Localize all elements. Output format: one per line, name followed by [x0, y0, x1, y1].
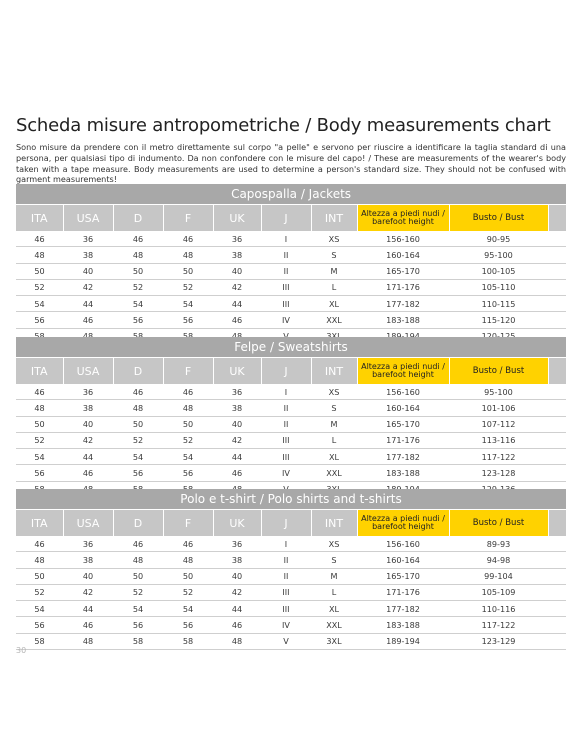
cell-d: 56 — [113, 312, 163, 328]
cell-j: III — [261, 601, 311, 617]
cell-ita: 54 — [16, 296, 63, 312]
cell-bust: 105-109 — [449, 584, 548, 600]
cell-usa: 46 — [63, 312, 113, 328]
cell-height: 189-194 — [357, 633, 449, 649]
cell-d: 54 — [113, 296, 163, 312]
cell-bust: 110-116 — [449, 601, 548, 617]
cell-f: 50 — [163, 416, 213, 432]
cell-j: II — [261, 400, 311, 416]
cell-spacer — [548, 400, 566, 416]
cell-f: 46 — [163, 231, 213, 247]
cell-f: 56 — [163, 312, 213, 328]
cell-height: 156-160 — [357, 536, 449, 552]
cell-int: S — [311, 400, 357, 416]
cell-ita: 54 — [16, 601, 63, 617]
cell-bust: 115-120 — [449, 312, 548, 328]
height-header-line2: barefoot height — [372, 370, 434, 379]
cell-spacer — [548, 584, 566, 600]
cell-bust: 90-95 — [449, 231, 548, 247]
cell-usa: 40 — [63, 416, 113, 432]
table-row — [16, 536, 566, 552]
cell-usa: 40 — [63, 568, 113, 584]
table-row — [16, 296, 566, 312]
cell-uk: 44 — [213, 296, 261, 312]
cell-int: M — [311, 416, 357, 432]
cell-f: 52 — [163, 432, 213, 448]
cell-j: V — [261, 633, 311, 649]
cell-usa: 42 — [63, 584, 113, 600]
column-header-height — [357, 510, 449, 537]
cell-ita: 56 — [16, 465, 63, 481]
table-row — [16, 584, 566, 600]
cell-spacer — [548, 231, 566, 247]
cell-spacer — [548, 416, 566, 432]
cell-j: II — [261, 552, 311, 568]
table-title: Felpe / Sweatshirts — [16, 337, 566, 358]
cell-int: M — [311, 263, 357, 279]
cell-d: 48 — [113, 247, 163, 263]
cell-int: S — [311, 247, 357, 263]
cell-height: 177-182 — [357, 601, 449, 617]
column-header-spacer — [548, 205, 566, 232]
cell-int: XXL — [311, 465, 357, 481]
column-header-bust: Busto / Bust — [449, 358, 548, 385]
cell-bust: 110-115 — [449, 296, 548, 312]
cell-ita: 54 — [16, 449, 63, 465]
table-title: Polo e t-shirt / Polo shirts and t-shirts — [16, 489, 566, 510]
cell-spacer — [548, 279, 566, 295]
page-number: 30 — [16, 646, 27, 655]
cell-bust: 123-128 — [449, 465, 548, 481]
cell-uk: 42 — [213, 279, 261, 295]
cell-usa: 42 — [63, 279, 113, 295]
cell-f: 48 — [163, 247, 213, 263]
column-header-ita: ITA — [16, 510, 63, 537]
intro-paragraph: Sono misure da prendere con il metro direttamente sul corpo "a pelle" e servono per riuscire a identificare la taglia standard di una persona, per qualsiasi tipo di indumento. Da non confondere con le misure del capo! / These are measurements of the wearer's body taken with a tape measure. Body measurements are used to determine a person's standard size. They should not be confused with garment measurements! — [16, 142, 566, 185]
cell-height: 156-160 — [357, 231, 449, 247]
column-header-j: J — [261, 205, 311, 232]
cell-spacer — [548, 465, 566, 481]
cell-uk: 44 — [213, 601, 261, 617]
size-table-sweatshirts — [16, 337, 566, 498]
cell-spacer — [548, 568, 566, 584]
cell-bust: 107-112 — [449, 416, 548, 432]
cell-int: L — [311, 279, 357, 295]
height-header-line1: Altezza a piedi nudi / — [361, 208, 445, 218]
cell-height: 171-176 — [357, 584, 449, 600]
cell-usa: 44 — [63, 296, 113, 312]
cell-d: 50 — [113, 568, 163, 584]
cell-uk: 46 — [213, 312, 261, 328]
column-header-int: INT — [311, 205, 357, 232]
column-header-height — [357, 358, 449, 385]
cell-uk: 46 — [213, 617, 261, 633]
column-header-usa: USA — [63, 358, 113, 385]
column-header-bust: Busto / Bust — [449, 205, 548, 232]
cell-j: III — [261, 432, 311, 448]
cell-height: 177-182 — [357, 449, 449, 465]
column-header-bust: Busto / Bust — [449, 510, 548, 537]
cell-d: 58 — [113, 633, 163, 649]
cell-d: 50 — [113, 263, 163, 279]
cell-height: 171-176 — [357, 279, 449, 295]
cell-d: 46 — [113, 384, 163, 400]
cell-bust: 94-98 — [449, 552, 548, 568]
size-table-polo-shirts — [16, 489, 566, 650]
size-table-jackets — [16, 184, 566, 345]
cell-j: II — [261, 416, 311, 432]
cell-usa: 46 — [63, 617, 113, 633]
cell-uk: 46 — [213, 465, 261, 481]
table-row — [16, 279, 566, 295]
cell-f: 46 — [163, 536, 213, 552]
column-header-j: J — [261, 510, 311, 537]
cell-uk: 36 — [213, 536, 261, 552]
column-header-d: D — [113, 510, 163, 537]
cell-f: 50 — [163, 263, 213, 279]
cell-d: 56 — [113, 465, 163, 481]
cell-d: 56 — [113, 617, 163, 633]
cell-spacer — [548, 536, 566, 552]
table-row — [16, 400, 566, 416]
cell-f: 52 — [163, 584, 213, 600]
table-row — [16, 416, 566, 432]
cell-bust: 105-110 — [449, 279, 548, 295]
cell-usa: 36 — [63, 384, 113, 400]
cell-uk: 36 — [213, 231, 261, 247]
cell-ita: 50 — [16, 568, 63, 584]
cell-spacer — [548, 432, 566, 448]
column-header-usa: USA — [63, 205, 113, 232]
column-header-d: D — [113, 358, 163, 385]
cell-j: IV — [261, 465, 311, 481]
column-header-int: INT — [311, 358, 357, 385]
cell-d: 48 — [113, 552, 163, 568]
cell-uk: 42 — [213, 584, 261, 600]
cell-ita: 46 — [16, 231, 63, 247]
cell-ita: 52 — [16, 432, 63, 448]
column-header-spacer — [548, 510, 566, 537]
cell-int: S — [311, 552, 357, 568]
cell-height: 165-170 — [357, 416, 449, 432]
cell-int: XL — [311, 296, 357, 312]
cell-usa: 38 — [63, 552, 113, 568]
cell-int: XXL — [311, 617, 357, 633]
column-header-ita: ITA — [16, 205, 63, 232]
column-header-spacer — [548, 358, 566, 385]
cell-f: 56 — [163, 465, 213, 481]
column-header-usa: USA — [63, 510, 113, 537]
cell-usa: 38 — [63, 400, 113, 416]
cell-bust: 95-100 — [449, 247, 548, 263]
cell-spacer — [548, 312, 566, 328]
cell-height: 171-176 — [357, 432, 449, 448]
cell-int: XXL — [311, 312, 357, 328]
table-row — [16, 312, 566, 328]
column-header-uk: UK — [213, 510, 261, 537]
cell-bust: 123-129 — [449, 633, 548, 649]
cell-height: 160-164 — [357, 552, 449, 568]
cell-j: II — [261, 247, 311, 263]
cell-height: 160-164 — [357, 400, 449, 416]
cell-ita: 50 — [16, 416, 63, 432]
cell-bust: 99-104 — [449, 568, 548, 584]
cell-uk: 36 — [213, 384, 261, 400]
page-title: Scheda misure antropometriche / Body measurements chart — [16, 115, 551, 136]
cell-j: III — [261, 584, 311, 600]
cell-height: 156-160 — [357, 384, 449, 400]
cell-ita: 50 — [16, 263, 63, 279]
cell-int: XL — [311, 449, 357, 465]
cell-ita: 48 — [16, 400, 63, 416]
cell-ita: 48 — [16, 552, 63, 568]
cell-bust: 117-122 — [449, 449, 548, 465]
table-row — [16, 568, 566, 584]
cell-usa: 38 — [63, 247, 113, 263]
table-title: Capospalla / Jackets — [16, 184, 566, 205]
cell-ita: 52 — [16, 279, 63, 295]
cell-f: 48 — [163, 552, 213, 568]
cell-bust: 95-100 — [449, 384, 548, 400]
cell-d: 54 — [113, 601, 163, 617]
cell-height: 165-170 — [357, 263, 449, 279]
cell-f: 54 — [163, 601, 213, 617]
table-row — [16, 432, 566, 448]
cell-usa: 48 — [63, 633, 113, 649]
column-header-f: F — [163, 510, 213, 537]
cell-usa: 36 — [63, 231, 113, 247]
cell-spacer — [548, 296, 566, 312]
cell-f: 52 — [163, 279, 213, 295]
cell-spacer — [548, 617, 566, 633]
cell-j: II — [261, 263, 311, 279]
column-header-ita: ITA — [16, 358, 63, 385]
height-header-line1: Altezza a piedi nudi / — [361, 513, 445, 523]
cell-ita: 58 — [16, 633, 63, 649]
table-row — [16, 617, 566, 633]
column-header-uk: UK — [213, 205, 261, 232]
cell-spacer — [548, 552, 566, 568]
cell-int: M — [311, 568, 357, 584]
cell-uk: 48 — [213, 633, 261, 649]
cell-usa: 36 — [63, 536, 113, 552]
cell-bust: 117-122 — [449, 617, 548, 633]
cell-spacer — [548, 384, 566, 400]
cell-f: 46 — [163, 384, 213, 400]
cell-int: L — [311, 432, 357, 448]
column-header-f: F — [163, 205, 213, 232]
cell-d: 52 — [113, 584, 163, 600]
cell-ita: 48 — [16, 247, 63, 263]
cell-d: 54 — [113, 449, 163, 465]
height-header-line1: Altezza a piedi nudi / — [361, 361, 445, 371]
cell-j: III — [261, 296, 311, 312]
cell-ita: 52 — [16, 584, 63, 600]
cell-spacer — [548, 449, 566, 465]
cell-bust: 113-116 — [449, 432, 548, 448]
cell-d: 52 — [113, 279, 163, 295]
cell-uk: 40 — [213, 568, 261, 584]
table-row — [16, 231, 566, 247]
cell-height: 183-188 — [357, 617, 449, 633]
cell-j: II — [261, 568, 311, 584]
column-header-f: F — [163, 358, 213, 385]
cell-int: XL — [311, 601, 357, 617]
cell-uk: 38 — [213, 247, 261, 263]
table-row — [16, 633, 566, 649]
cell-ita: 56 — [16, 617, 63, 633]
cell-height: 183-188 — [357, 465, 449, 481]
column-header-d: D — [113, 205, 163, 232]
cell-height: 165-170 — [357, 568, 449, 584]
cell-usa: 40 — [63, 263, 113, 279]
cell-j: III — [261, 449, 311, 465]
cell-height: 183-188 — [357, 312, 449, 328]
cell-bust: 101-106 — [449, 400, 548, 416]
column-header-height — [357, 205, 449, 232]
cell-height: 160-164 — [357, 247, 449, 263]
cell-int: L — [311, 584, 357, 600]
cell-j: IV — [261, 312, 311, 328]
cell-uk: 40 — [213, 416, 261, 432]
cell-int: XS — [311, 536, 357, 552]
height-header-line2: barefoot height — [372, 522, 434, 531]
cell-f: 58 — [163, 633, 213, 649]
cell-d: 48 — [113, 400, 163, 416]
cell-ita: 46 — [16, 536, 63, 552]
cell-uk: 44 — [213, 449, 261, 465]
cell-uk: 40 — [213, 263, 261, 279]
cell-f: 54 — [163, 449, 213, 465]
cell-bust: 89-93 — [449, 536, 548, 552]
cell-j: I — [261, 384, 311, 400]
cell-int: 3XL — [311, 633, 357, 649]
table-row — [16, 465, 566, 481]
cell-uk: 42 — [213, 432, 261, 448]
column-header-j: J — [261, 358, 311, 385]
table-row — [16, 449, 566, 465]
column-header-int: INT — [311, 510, 357, 537]
cell-ita: 56 — [16, 312, 63, 328]
cell-f: 56 — [163, 617, 213, 633]
cell-spacer — [548, 601, 566, 617]
cell-f: 50 — [163, 568, 213, 584]
cell-usa: 46 — [63, 465, 113, 481]
cell-spacer — [548, 633, 566, 649]
cell-usa: 42 — [63, 432, 113, 448]
cell-d: 46 — [113, 231, 163, 247]
cell-j: I — [261, 231, 311, 247]
cell-d: 46 — [113, 536, 163, 552]
cell-int: XS — [311, 384, 357, 400]
cell-f: 48 — [163, 400, 213, 416]
column-header-uk: UK — [213, 358, 261, 385]
cell-spacer — [548, 263, 566, 279]
cell-j: III — [261, 279, 311, 295]
cell-j: I — [261, 536, 311, 552]
cell-j: IV — [261, 617, 311, 633]
cell-uk: 38 — [213, 400, 261, 416]
cell-bust: 100-105 — [449, 263, 548, 279]
cell-uk: 38 — [213, 552, 261, 568]
cell-usa: 44 — [63, 449, 113, 465]
cell-int: XS — [311, 231, 357, 247]
cell-ita: 46 — [16, 384, 63, 400]
cell-usa: 44 — [63, 601, 113, 617]
cell-d: 50 — [113, 416, 163, 432]
height-header-line2: barefoot height — [372, 217, 434, 226]
table-row — [16, 263, 566, 279]
table-row — [16, 552, 566, 568]
cell-d: 52 — [113, 432, 163, 448]
table-row — [16, 247, 566, 263]
cell-f: 54 — [163, 296, 213, 312]
cell-spacer — [548, 247, 566, 263]
table-row — [16, 384, 566, 400]
cell-height: 177-182 — [357, 296, 449, 312]
table-row — [16, 601, 566, 617]
